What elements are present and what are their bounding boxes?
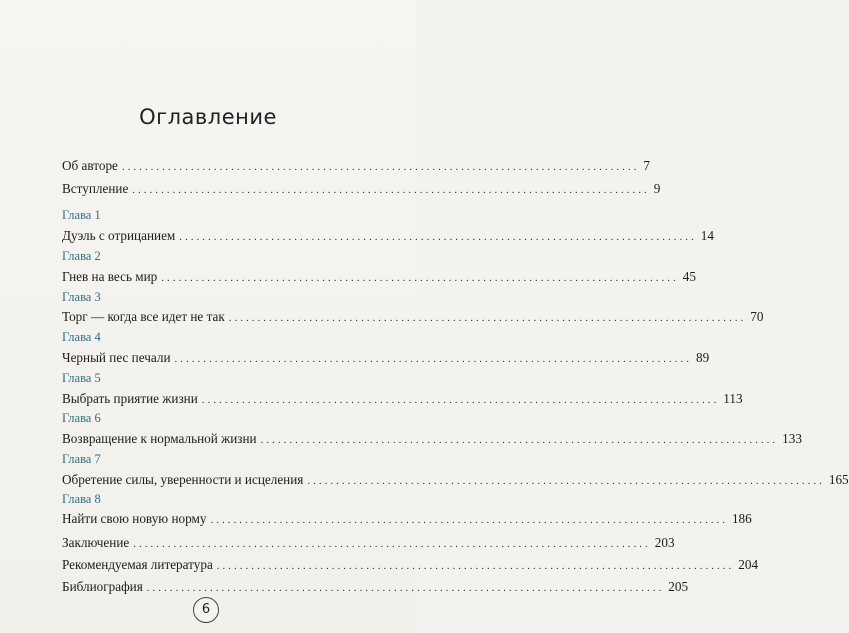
leader-dots: .......................................................................................... xyxy=(174,353,693,365)
toc-entry xyxy=(62,181,661,201)
toc-entry-page: 133 xyxy=(782,431,802,446)
toc-entry-title: Найти свою новую норму xyxy=(62,511,207,526)
chapter-label: Глава 3 xyxy=(62,290,101,304)
toc-entry-page: 45 xyxy=(682,269,696,284)
toc-entry xyxy=(62,431,802,451)
toc-entry-page: 70 xyxy=(750,309,764,324)
leader-dots: .......................................................................................... xyxy=(121,161,640,173)
chapter-label: Глава 5 xyxy=(62,371,101,385)
toc-entry-page: 89 xyxy=(696,350,710,365)
chapter-label: Глава 1 xyxy=(62,208,101,222)
leader-dots: .......................................................................................... xyxy=(133,538,651,550)
toc-entry-title: Гнев на весь мир xyxy=(62,269,158,284)
toc-entry-title: Библиография xyxy=(62,579,143,594)
page-title: Оглавление xyxy=(139,105,277,129)
leader-dots: .......................................................................................... xyxy=(132,184,650,196)
toc-entry xyxy=(62,228,714,248)
toc-entry-page: 186 xyxy=(731,511,752,526)
toc-entry-title: Торг — когда все идет не так xyxy=(62,309,225,324)
toc-entry-title: Об авторе xyxy=(62,158,118,173)
leader-dots: .......................................................................................... xyxy=(210,514,728,526)
chapter-label: Глава 8 xyxy=(62,492,101,506)
toc-entry-page: 113 xyxy=(723,391,743,406)
leader-dots: .......................................................................................... xyxy=(179,231,697,243)
toc-entry xyxy=(62,579,689,599)
toc-entry xyxy=(62,472,849,492)
leader-dots: .......................................................................................... xyxy=(216,560,735,572)
leader-dots: .......................................................................................... xyxy=(161,272,679,284)
toc-entry-page: 7 xyxy=(643,158,651,173)
toc-entry xyxy=(62,391,743,411)
chapter-label: Глава 2 xyxy=(62,249,101,263)
toc-entry xyxy=(62,269,696,289)
toc-entry-page: 9 xyxy=(653,181,661,196)
chapter-label: Глава 6 xyxy=(62,411,101,425)
toc-entry xyxy=(62,309,764,329)
toc-entry-title: Дуэль с отрицанием xyxy=(62,228,176,243)
toc-entry xyxy=(62,158,651,178)
leader-dots: .......................................................................................... xyxy=(260,434,779,446)
leader-dots: .......................................................................................... xyxy=(201,394,720,406)
toc-entry-title: Выбрать приятие жизни xyxy=(62,391,198,406)
toc-entry-title: Возвращение к нормальной жизни xyxy=(62,431,257,446)
toc-entry xyxy=(62,511,752,531)
toc-entry-title: Вступление xyxy=(62,181,129,196)
toc-entry-title: Заключение xyxy=(62,535,130,550)
toc-entry xyxy=(62,350,710,370)
toc-entry-page: 165 xyxy=(828,472,849,487)
chapter-label: Глава 4 xyxy=(62,330,101,344)
page-number-badge: 6 xyxy=(193,597,219,623)
toc-entry xyxy=(62,557,759,577)
chapter-label: Глава 7 xyxy=(62,452,101,466)
toc-entry-page: 203 xyxy=(654,535,675,550)
leader-dots: .......................................................................................... xyxy=(307,475,825,487)
toc-entry-page: 204 xyxy=(738,557,759,572)
toc-entry-title: Обретение силы, уверенности и исцеления xyxy=(62,472,304,487)
leader-dots: .......................................................................................... xyxy=(228,312,747,324)
toc-entry xyxy=(62,535,675,555)
toc-entry-page: 14 xyxy=(700,228,714,243)
leader-dots: .......................................................................................... xyxy=(146,582,665,594)
toc-entry-page: 205 xyxy=(668,579,689,594)
toc-entry-title: Черный пес печали xyxy=(62,350,171,365)
toc-entry-title: Рекомендуемая литература xyxy=(62,557,213,572)
